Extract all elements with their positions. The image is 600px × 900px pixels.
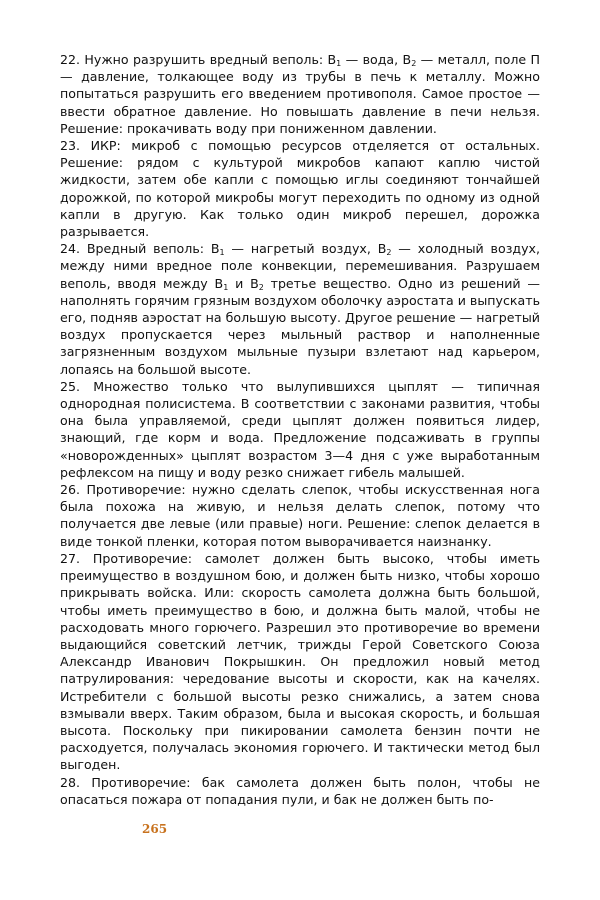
subscript: 2 — [411, 59, 417, 68]
text-run: — вода, В — [341, 52, 412, 67]
text-run: 26. Противоречие: нужно сделать слепок, чтобы искусственная нога была похожа на живую, и нельзя делать слепок, потому что получается две левые (или правые) ноги. Решение: слепок делается в виде тонкой пленки, которая потом выворачивается наизнанку. — [60, 482, 540, 549]
answer-24 — [60, 240, 540, 378]
text-run: — металл, поле П — давление, толкающее воду из трубы в печь к металлу. Можно попытаться разрушить его введением противополя. Самое простое — ввести обратное давление. Но повышать давление в печи нельзя. Решение: прокачивать воду при пониженном давлении. — [60, 52, 540, 136]
page-text — [60, 51, 540, 808]
subscript: 2 — [258, 282, 264, 292]
answer-25 — [60, 378, 540, 481]
answer-28 — [60, 774, 540, 808]
text-run: 23. ИКР: микроб с помощью ресурсов отделяется от остальных. Решение: рядом с культурой микробов капают каплю чистой жидкости, затем обе капли с помощью иглы соединяют тончайшей дорожкой, по которой микробы могут переходить по одному из одной капли в другую. Как только один микроб перешел, дорожка разрывается. — [60, 138, 540, 240]
text-run: и В — [228, 275, 259, 291]
text-run: 25. Множество только что вылупившихся цыплят — типичная однородная полисистема. В соответствии с законами развития, чтобы она была управляемой, среди цыплят должен появиться лидер, знающий, где корм и вода. Предложение подсаживать в группы «новорожденных» цыплят возрастом 3—4 дня с уже выработанным рефлексом на пищу и воду резко снижает гибель малышей. — [60, 378, 540, 480]
answer-26 — [60, 481, 540, 550]
text-run: — нагретый воздух, В — [224, 241, 387, 257]
text-run: 28. Противоречие: бак самолета должен быть полон, чтобы не опасаться пожара от попадания пули, и бак не должен быть по- — [60, 774, 540, 807]
subscript: 1 — [219, 248, 225, 258]
text-run: третье вещество. Одно из решений — наполнять горячим грязным воздухом оболочку аэростата и выпускать его, подняв аэростат на большую высоту. Другое решение — нагретый воздух пропускается через мыльный раствор и наполненные загрязненным воздухом мыльные пузыри взлетают над карьером, лопаясь на большой высоте. — [60, 275, 540, 377]
text-run: — холодный воздух, между ними вредное поле конвекции, перемешивания. Разрушаем веполь, вводя между В — [60, 241, 541, 291]
answer-27 — [60, 550, 540, 774]
text-run: 27. Противоречие: самолет должен быть высоко, чтобы иметь преимущество в воздушном бою, и должен быть низко, чтобы хорошо прикрывать войска. Или: скорость самолета должна быть большой, чтобы иметь преимущество в бою, и должна быть малой, чтобы не расходовать много горючего. Разрешил это противоречие во времени выдающийся советский летчик, трижды Герой Советского Союза Александр Иванович Покрышкин. Он предложил новый метод патрулирования: чередование высоты и скорости, как на качелях. Истребители с большой высоты резко снижались, а затем снова взмывали вверх. Таким образом, была и высокая скорость, и большая высота. Поскольку при пикировании самолета бензин почти не расходуется, получалась экономия горючего. И тактически метод был выгоден. — [60, 550, 540, 773]
page-number: 265 — [142, 822, 168, 836]
subscript: 1 — [223, 282, 229, 292]
text-run: 22. Нужно разрушить вредный веполь: В — [60, 52, 337, 67]
answer-23 — [60, 137, 540, 240]
answer-22 — [60, 51, 540, 137]
subscript: 1 — [336, 59, 342, 68]
text-run: 24. Вредный веполь: В — [60, 241, 220, 257]
subscript: 2 — [386, 248, 392, 258]
